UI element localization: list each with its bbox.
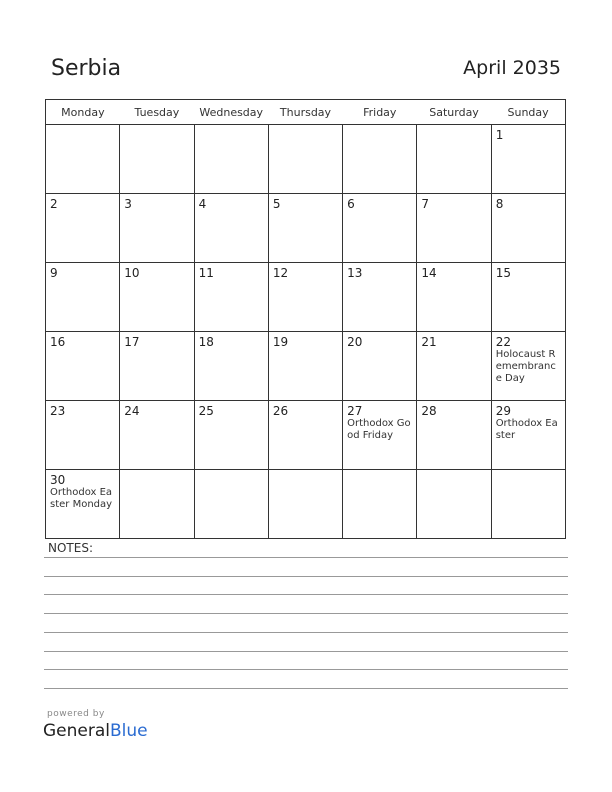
note-line: [44, 557, 568, 558]
day-number: 4: [198, 197, 207, 211]
calendar-day-cell: [417, 194, 491, 263]
calendar-day-cell: [120, 470, 194, 539]
weekday-header: Monday: [46, 100, 120, 125]
weekday-header: Wednesday: [194, 100, 268, 125]
day-number: 3: [124, 197, 132, 211]
calendar-week-row: [46, 263, 566, 332]
calendar-day-cell: [120, 401, 194, 470]
holiday-label: Orthodox Easter: [495, 418, 558, 441]
calendar-day-cell: [120, 194, 194, 263]
day-number: 20: [347, 335, 363, 349]
calendar-day-cell: [417, 332, 491, 401]
calendar-day-cell: [417, 470, 491, 539]
note-line: [44, 651, 568, 652]
day-number: 19: [272, 335, 289, 349]
calendar-day-cell: [491, 332, 565, 401]
day-number: 7: [421, 197, 430, 211]
calendar-week-row: [46, 332, 566, 401]
holiday-label: Orthodox Good Friday: [347, 418, 411, 441]
calendar-day-cell: [491, 125, 565, 194]
calendar-day-cell: [343, 332, 417, 401]
day-number: 5: [272, 197, 281, 211]
calendar-day-cell: [268, 401, 342, 470]
calendar-day-cell: [417, 263, 491, 332]
day-number: 16: [50, 335, 66, 349]
day-number: 11: [198, 266, 214, 280]
day-number: 1: [495, 128, 504, 142]
day-number: 12: [272, 266, 289, 280]
calendar-day-cell: [194, 194, 268, 263]
calendar-day-cell: [268, 263, 342, 332]
day-number: 18: [198, 335, 214, 349]
day-number: 22: [495, 335, 511, 349]
calendar-day-cell: [491, 470, 565, 539]
note-line: [44, 576, 568, 577]
calendar-day-cell: [491, 263, 565, 332]
weekday-header: Saturday: [417, 100, 491, 125]
calendar-day-cell: [268, 125, 342, 194]
calendar-day-cell: [46, 194, 120, 263]
weekday-header: Sunday: [491, 100, 565, 125]
calendar-day-cell: [46, 263, 120, 332]
calendar-day-cell: [491, 194, 565, 263]
calendar-day-cell: [46, 401, 120, 470]
weekday-header-row: [46, 100, 566, 125]
calendar-day-cell: [120, 263, 194, 332]
day-number: 21: [421, 335, 437, 349]
day-number: 29: [495, 404, 511, 418]
calendar-week-row: [46, 194, 566, 263]
day-number: 27: [347, 404, 363, 418]
day-number: 23: [50, 404, 66, 418]
notes-label: NOTES:: [48, 541, 93, 555]
calendar-day-cell: [194, 125, 268, 194]
day-number: 14: [421, 266, 437, 280]
holiday-label: Orthodox Easter Monday: [50, 487, 113, 510]
day-number: 17: [124, 335, 140, 349]
calendar-day-cell: [491, 401, 565, 470]
day-number: 25: [198, 404, 214, 418]
calendar-day-cell: [46, 470, 120, 539]
note-line: [44, 613, 568, 614]
calendar-day-cell: [417, 125, 491, 194]
weekday-header: Tuesday: [120, 100, 194, 125]
calendar-day-cell: [268, 332, 342, 401]
calendar-day-cell: [194, 470, 268, 539]
calendar-day-cell: [194, 332, 268, 401]
day-number: 10: [124, 266, 140, 280]
country-title: Serbia: [51, 56, 122, 81]
calendar-day-cell: [268, 470, 342, 539]
day-number: 6: [347, 197, 355, 211]
calendar-grid: [45, 99, 566, 539]
day-number: 30: [50, 473, 66, 487]
calendar-day-cell: [417, 401, 491, 470]
brand-logo: [43, 721, 148, 741]
day-number: 15: [495, 266, 511, 280]
weekday-header: Friday: [343, 100, 417, 125]
powered-by-text: powered by: [47, 709, 105, 719]
day-number: 26: [272, 404, 289, 418]
calendar-day-cell: [120, 125, 194, 194]
day-number: 8: [495, 197, 504, 211]
note-line: [44, 669, 568, 670]
day-number: 13: [347, 266, 363, 280]
holiday-label: Holocaust Remembrance Day: [495, 349, 556, 384]
calendar-day-cell: [343, 401, 417, 470]
calendar-day-cell: [194, 263, 268, 332]
calendar-day-cell: [343, 125, 417, 194]
calendar-day-cell: [343, 263, 417, 332]
calendar-day-cell: [46, 332, 120, 401]
day-number: 2: [50, 197, 58, 211]
calendar-day-cell: [194, 401, 268, 470]
day-number: 24: [124, 404, 140, 418]
day-number: 28: [421, 404, 437, 418]
note-line: [44, 632, 568, 633]
calendar-day-cell: [46, 125, 120, 194]
calendar-week-row: [46, 401, 566, 470]
note-line: [44, 594, 568, 595]
brand-blue: Blue: [110, 721, 148, 741]
calendar-day-cell: [343, 194, 417, 263]
calendar-day-cell: [268, 194, 342, 263]
day-number: 9: [50, 266, 58, 280]
month-year-title: April 2035: [463, 57, 561, 79]
note-line: [44, 688, 568, 689]
calendar-week-row: [46, 125, 566, 194]
calendar-week-row: [46, 470, 566, 539]
weekday-header: Thursday: [268, 100, 342, 125]
calendar-day-cell: [343, 470, 417, 539]
brand-general: General: [43, 721, 110, 741]
calendar-day-cell: [120, 332, 194, 401]
